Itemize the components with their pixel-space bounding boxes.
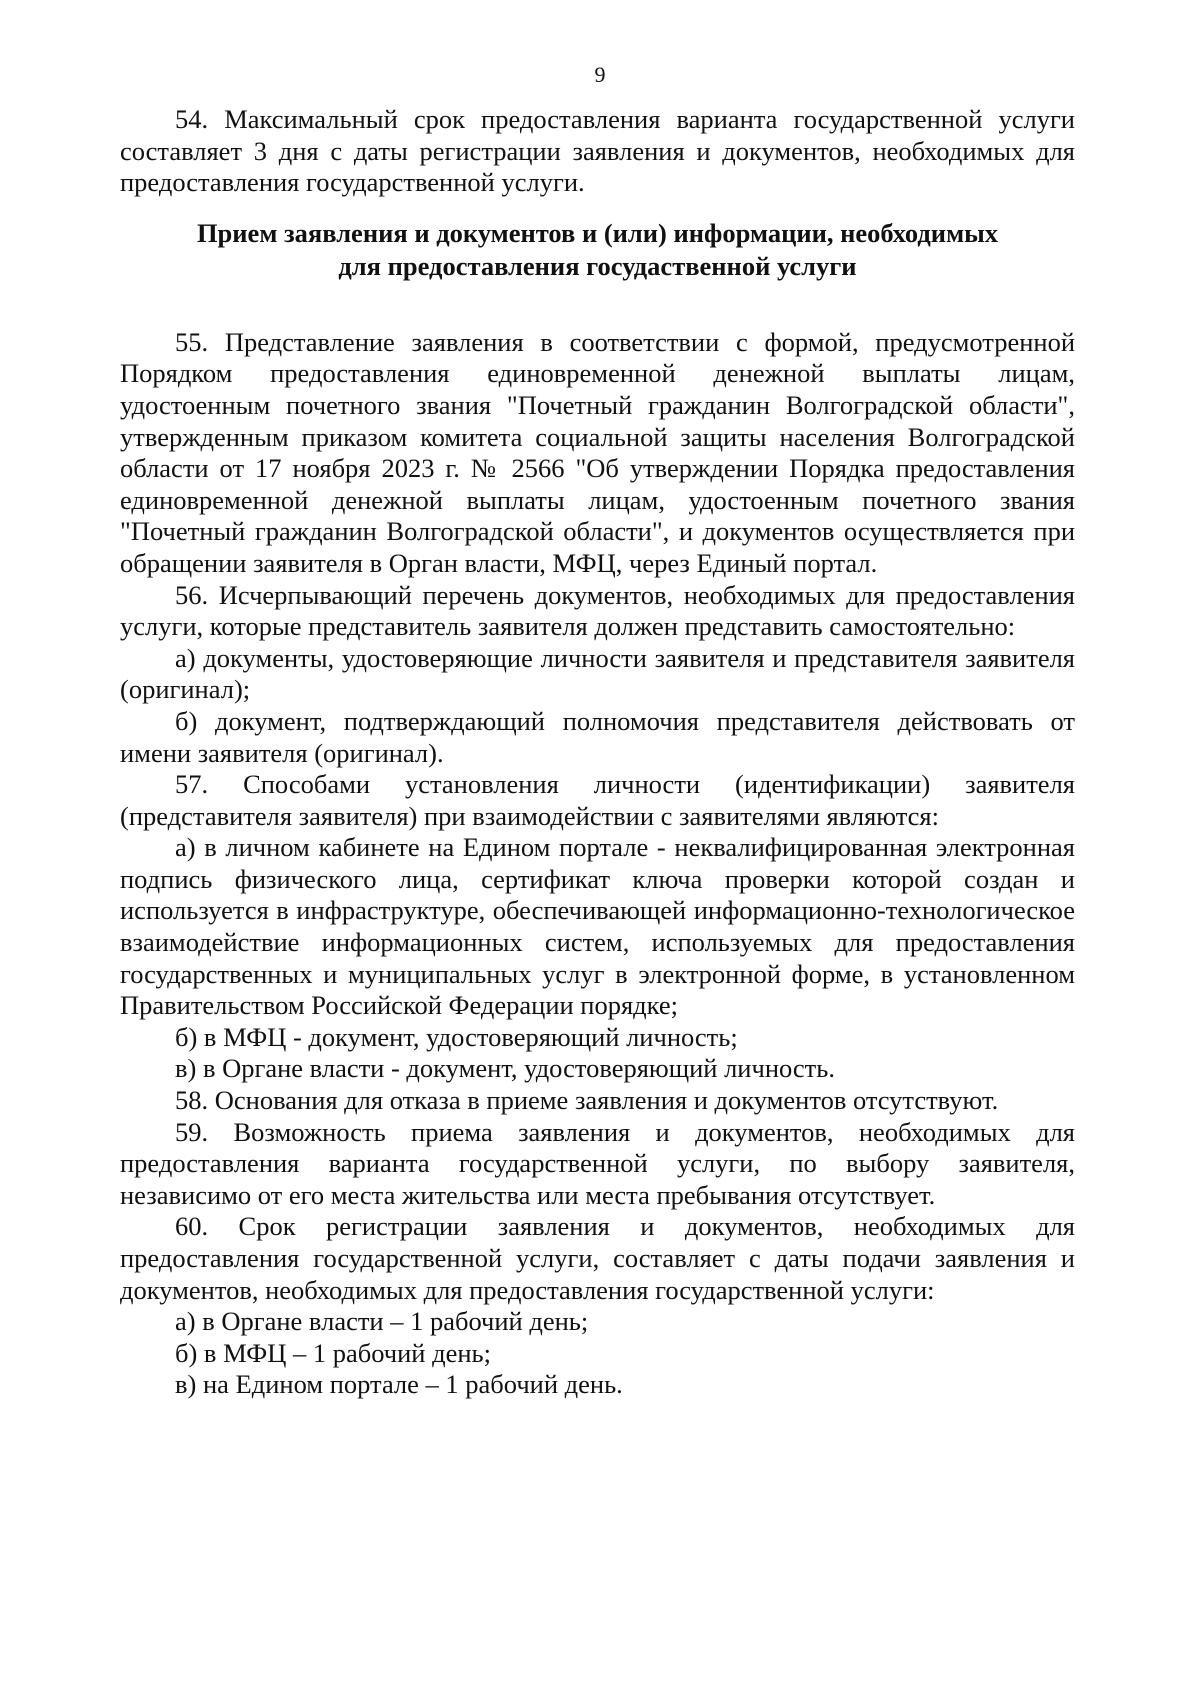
list-item-60b: б) в МФЦ – 1 рабочий день;: [175, 1337, 491, 1368]
paragraph-59: 59. Возможность приема заявления и документов, необходимых для предоставления варианта государственной услуги, по выбору заявителя, независимо от его места жительства или места пребывания отсутствует.: [120, 1116, 1075, 1210]
list-item-56b: б) документ, подтверждающий полномочия представителя действовать от имени заявителя (оригинал).: [120, 705, 1075, 768]
list-item-56a: а) документы, удостоверяющие личности заявителя и представителя заявителя (оригинал);: [120, 642, 1075, 705]
list-item-60c: в) на Едином портале – 1 рабочий день.: [175, 1369, 623, 1400]
paragraph-55: 55. Представление заявления в соответствии с формой, предусмотренной Порядком предоставления единовременной денежной выплаты лицам, удостоенным почетного звания "Почетный гражданин Волгоградской области", утвержденным приказом комитета социальной защиты населения Волгоградской области от 17 ноября 2023 г. № 2566 "Об утверждении Порядка предоставления единовременной денежной выплаты лицам, удостоенным почетного звания "Почетный гражданин Волгоградской области", и документов осуществляется при обращении заявителя в Орган власти, МФЦ, через Единый портал.: [120, 326, 1075, 578]
list-item-57b: б) в МФЦ - документ, удостоверяющий личность;: [175, 1021, 738, 1052]
paragraph-60: 60. Срок регистрации заявления и документов, необходимых для предоставления государственной услуги, составляет с даты подачи заявления и документов, необходимых для предоставления государственной услуги:: [120, 1211, 1075, 1305]
paragraph-57: 57. Способами установления личности (идентификации) заявителя (представителя заявителя) при взаимодействии с заявителями являются:: [120, 769, 1075, 831]
paragraph-56: 56. Исчерпывающий перечень документов, необходимых для предоставления услуги, которые представитель заявителя должен представить самостоятельно:: [120, 579, 1075, 642]
list-item-60a: а) в Органе власти – 1 рабочий день;: [175, 1306, 589, 1337]
paragraph-54: 54. Максимальный срок предоставления варианта государственной услуги составляет 3 дня с даты регистрации заявления и документов, необходимых для предоставления государственной услуги.: [120, 104, 1075, 198]
document-body: [120, 104, 1075, 1401]
page-number: 9: [594, 62, 606, 87]
list-item-57c: в) в Органе власти - документ, удостоверяющий личность.: [175, 1053, 835, 1084]
list-item-57a: а) в личном кабинете на Едином портале - неквалифицированная электронная подпись физического лица, сертификат ключа проверки которой создан и используется в инфраструктуре, обеспечивающей информационно-технологическое взаимодействие информационных систем, используемых для предоставления государственных и муниципальных услуг в электронной форме, в установленном Правительством Российской Федерации порядке;: [120, 832, 1075, 1021]
paragraph-58: 58. Основания для отказа в приеме заявления и документов отсутствуют.: [175, 1085, 999, 1116]
section-heading-line-2: для предоставления госудаственной услуги: [338, 250, 857, 281]
section-heading-line-1: Прием заявления и документов и (или) информации, необходимых: [196, 217, 999, 248]
section-heading: [120, 217, 1075, 283]
